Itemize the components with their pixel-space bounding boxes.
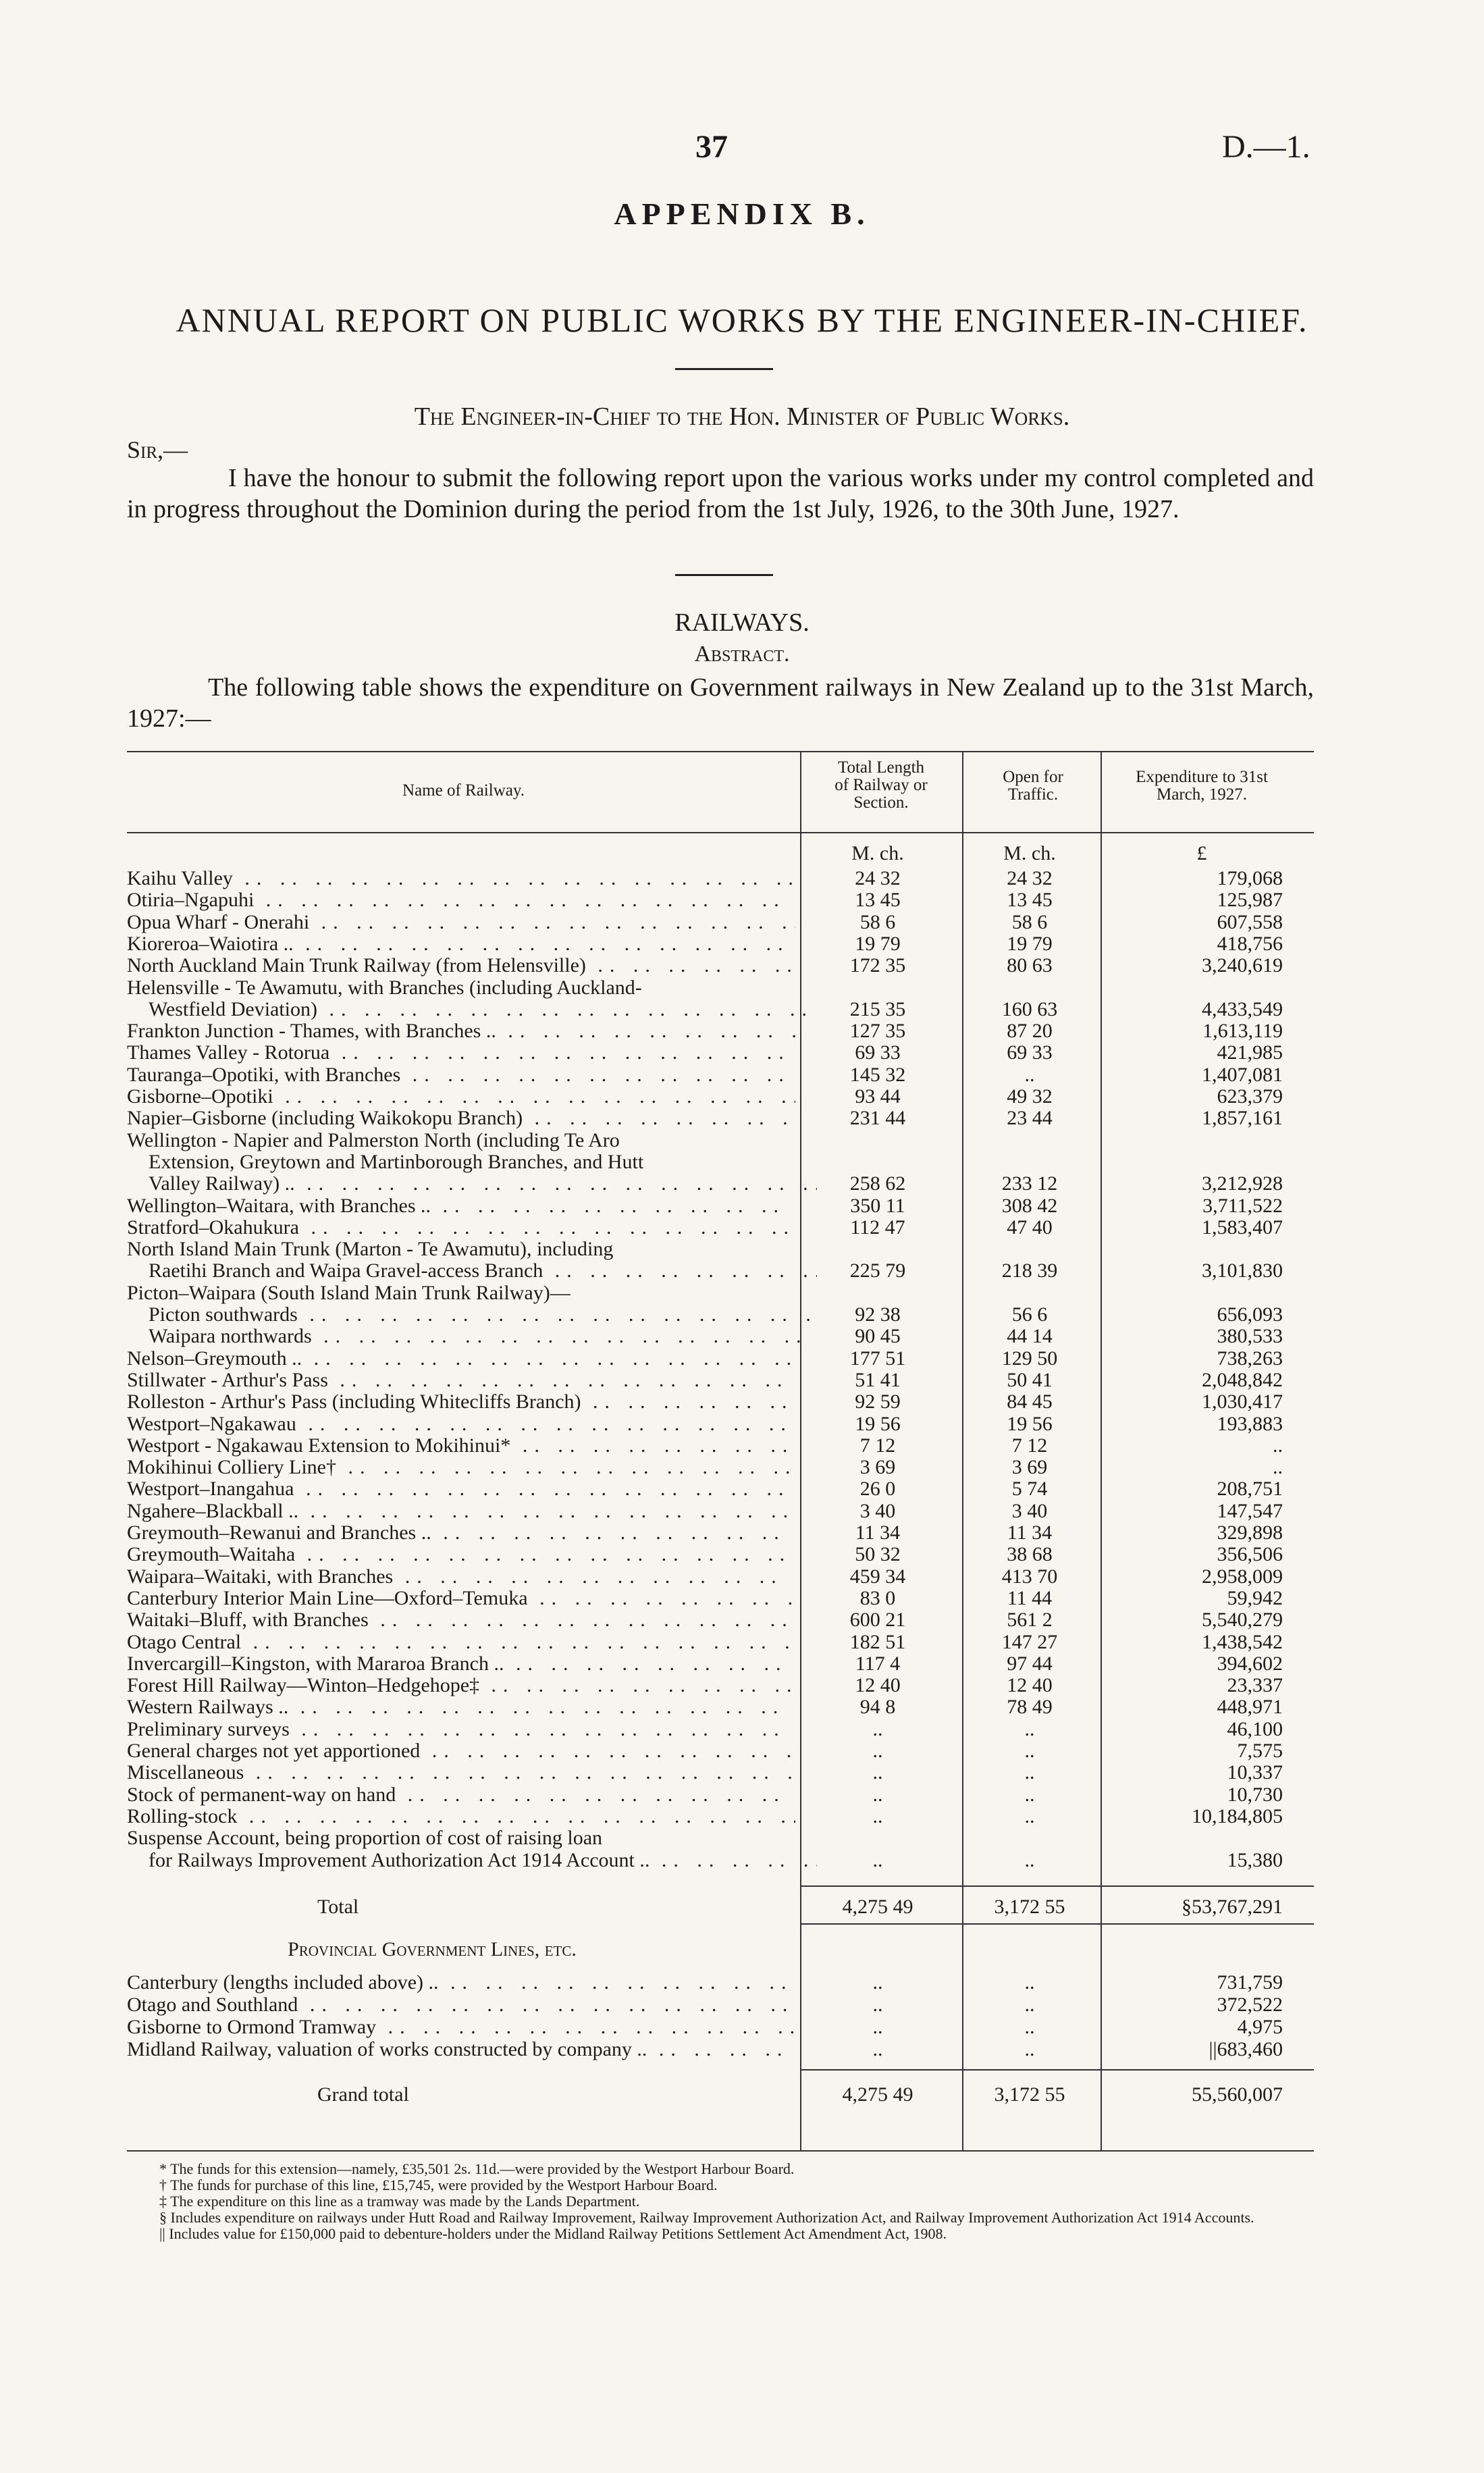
table-row [0,1609,1484,1631]
expenditure-cell: 1,857,161 [1202,1107,1283,1130]
railway-name: Stillwater - Arthur's Pass .. .. [127,1370,795,1391]
open-for-traffic-cell: 87 20 [1007,1020,1053,1043]
open-for-traffic-cell: .. [1024,2016,1035,2038]
table-row [0,1972,1484,1994]
railway-name: Greymouth–Waitaha .. .. [127,1544,795,1565]
grand-total-top-rule [800,2069,1314,2071]
expenditure-cell: 1,030,417 [1202,1390,1283,1413]
title-divider [675,368,773,370]
open-for-traffic-cell: 78 49 [1007,1696,1053,1719]
grand-total-open: 3,172 55 [994,2083,1065,2106]
railway-name: Kaihu Valley .. .. [127,868,795,889]
table-row [0,1740,1484,1762]
provincial-heading: Provincial Government Lines, etc. [288,1938,577,1960]
open-for-traffic-cell: .. [1024,2038,1035,2060]
railway-name: Stock of permanent-way on hand .. .. [127,1784,795,1806]
open-for-traffic-cell: 58 6 [1011,910,1048,933]
table-row [0,868,1484,889]
railway-name: Western Railways .. .. .. [127,1696,795,1718]
railway-name: Ngahere–Blackball .. .. .. [127,1501,795,1522]
expenditure-cell: 193,883 [1217,1412,1283,1435]
total-length-cell: .. [872,1740,883,1762]
open-for-traffic-cell: 23 44 [1007,1107,1053,1130]
total-length-cell: .. [872,1783,883,1806]
header-total-length: Total Length of Railway or Section. [834,758,928,812]
total-length-cell: 19 56 [855,1412,901,1435]
total-length-cell: 3 40 [859,1499,896,1522]
grand-total-length: 4,275 49 [842,2083,913,2106]
total-length-cell: 24 32 [855,867,901,889]
total-length-cell: 19 79 [855,932,901,955]
open-for-traffic-cell: 160 63 [1001,997,1058,1020]
railway-name: Picton southwards .. .. [149,1304,817,1326]
railway-name: Valley Railway) .. .. .. [149,1173,817,1195]
total-length-cell: .. [872,1717,883,1740]
table-row [0,1064,1484,1086]
expenditure-cell: 3,711,522 [1202,1194,1283,1217]
open-for-traffic-cell: 3 40 [1011,1499,1048,1522]
table-row [0,2016,1484,2038]
footnote: ‡ The expenditure on this line as a tramway was made by the Lands Department. [159,2193,640,2210]
table-row [0,1435,1484,1457]
open-for-traffic-cell: 50 41 [1007,1368,1053,1391]
expenditure-cell: 15,380 [1227,1848,1283,1871]
table-row [0,1994,1484,2016]
table-row [0,1653,1484,1675]
total-length-cell: 50 32 [855,1543,901,1566]
total-length-cell: 13 45 [855,889,901,912]
header-expenditure: Expenditure to 31st March, 1927. [1136,768,1268,804]
salutation: Sir,— [127,436,188,463]
railway-name: Preliminary surveys .. .. [127,1719,795,1740]
railway-name: Tauranga–Opotiki, with Branches .. .. [127,1064,795,1086]
total-length-cell: .. [872,1994,883,2016]
open-for-traffic-cell: 80 63 [1007,954,1053,977]
total-length-cell: 112 47 [850,1216,905,1239]
open-for-traffic-cell: 84 45 [1007,1390,1053,1413]
open-for-traffic-cell: .. [1024,1717,1035,1740]
footnote: || Includes value for £150,000 paid to debenture-holders under the Midland Railway Petitions Settlement Act Amendment Act, 1908. [159,2225,947,2242]
footnote: § Includes expenditure on railways under Hutt Road and Railway Improvement, Railway Improvement Authorization Act, and Railway Improvement Authorization Act 1914 Accounts. [159,2209,1254,2226]
open-for-traffic-cell: 11 44 [1007,1586,1053,1609]
expenditure-cell: 179,068 [1217,867,1283,889]
railway-name: Forest Hill Railway—Winton–Hedgehope‡ .. .. [127,1675,795,1696]
expenditure-cell: 329,898 [1217,1521,1283,1544]
total-length-sum: 4,275 49 [842,1896,913,1918]
section-subheading: Abstract. [694,642,790,667]
table-row [0,1457,1484,1478]
footnotes [127,2161,1356,2242]
table-row [0,1566,1484,1588]
expenditure-cell: 380,533 [1217,1325,1283,1348]
total-length-cell: .. [872,2016,883,2038]
expenditure-cell: 418,756 [1217,932,1283,955]
total-length-cell: 94 8 [859,1696,896,1719]
expenditure-cell: 656,093 [1217,1303,1283,1326]
total-length-cell: 182 51 [849,1630,906,1653]
table-row [0,889,1484,911]
railway-name: Miscellaneous .. .. [127,1762,795,1784]
expenditure-cell: 23,337 [1227,1674,1283,1697]
header-name-of-railway: Name of Railway. [402,781,525,800]
total-length-cell: 58 6 [859,910,896,933]
total-open-sum: 3,172 55 [994,1896,1065,1918]
table-row [0,1348,1484,1370]
expenditure-cell: 2,958,009 [1202,1565,1283,1588]
total-length-cell: 12 40 [855,1674,901,1697]
expenditure-cell: 4,433,549 [1202,997,1283,1020]
units-expenditure: £ [1196,842,1207,864]
expenditure-cell: 394,602 [1217,1652,1283,1675]
units-total-length: M. ch. [851,842,904,864]
expenditure-cell: 3,212,928 [1202,1172,1283,1195]
expenditure-cell: 59,942 [1227,1586,1283,1609]
open-for-traffic-cell: 147 27 [1001,1630,1058,1653]
table-row [0,912,1484,933]
expenditure-cell: 623,379 [1217,1085,1283,1108]
table-row [0,1588,1484,1609]
letter-address: The Engineer-in-Chief to the Hon. Minister of Public Works. [414,402,1070,431]
expenditure-cell: 421,985 [1217,1041,1283,1064]
open-for-traffic-cell: 233 12 [1001,1172,1058,1195]
total-length-cell: 26 0 [859,1478,896,1501]
expenditure-cell: 10,337 [1227,1761,1283,1784]
total-length-cell: 83 0 [859,1586,896,1609]
railway-name: Otago Central .. .. [127,1632,795,1653]
total-length-cell: 225 79 [849,1259,906,1282]
expenditure-cell: 1,438,542 [1202,1630,1283,1653]
expenditure-cell: 3,101,830 [1202,1259,1283,1282]
railway-name: Westport–Ngakawau .. .. [127,1413,795,1435]
table-row [0,1478,1484,1500]
table-row [0,1413,1484,1435]
railway-name: Nelson–Greymouth .. .. .. [127,1348,795,1370]
grand-total-label: Grand total [317,2084,409,2106]
railway-name: General charges not yet apportioned .. .. [127,1740,795,1762]
railway-name: Suspense Account, being proportion of cost of raising loan [127,1827,603,1850]
expenditure-cell: 356,506 [1217,1543,1283,1566]
table-row [0,1719,1484,1740]
total-length-cell: .. [872,1761,883,1784]
railway-name: Thames Valley - Rotorua .. .. [127,1042,795,1064]
open-for-traffic-cell: 56 6 [1011,1303,1048,1326]
total-length-cell: 90 45 [855,1325,901,1348]
table-row [0,1260,1484,1282]
total-length-cell: 215 35 [849,997,906,1020]
table-row [0,999,1484,1020]
railway-name: Helensville - Te Awamutu, with Branches (including Auckland- [127,977,642,999]
open-for-traffic-cell: 13 45 [1007,889,1053,912]
total-length-cell: .. [872,2038,883,2060]
expenditure-cell: 10,730 [1227,1783,1283,1806]
railway-name: Picton–Waipara (South Island Main Trunk Railway)— [127,1282,571,1304]
expenditure-cell: 607,558 [1217,910,1283,933]
railway-name: Raetihi Branch and Waipa Gravel-access Branch .. .. [149,1260,817,1282]
expenditure-cell: 738,263 [1217,1347,1283,1370]
railway-name: Otago and Southland .. .. [127,1994,795,2016]
expenditure-cell: 1,613,119 [1202,1020,1283,1043]
railway-name: Westfield Deviation) .. .. [149,999,817,1020]
railway-name: Waipara northwards .. .. [149,1326,817,1347]
letter-divider [675,574,773,576]
table-bottom-rule [127,2150,1314,2152]
total-length-cell: 117 4 [855,1652,901,1675]
table-row [0,1217,1484,1239]
railway-name: Rolleston - Arthur's Pass (including Whitecliffs Branch) .. .. [127,1391,795,1413]
table-intro [127,672,1314,734]
expenditure-cell: 2,048,842 [1202,1368,1283,1391]
table-row [0,1151,1484,1173]
total-length-cell: 3 69 [859,1456,896,1479]
grand-total-row [0,2084,1484,2106]
expenditure-cell: 46,100 [1227,1717,1283,1740]
expenditure-cell: 125,987 [1217,889,1283,912]
table-row [0,1806,1484,1827]
expenditure-cell: 5,540,279 [1202,1609,1283,1632]
table-row [0,1282,1484,1304]
railway-name: Stratford–Okahukura .. .. [127,1217,795,1239]
table-row [0,1370,1484,1391]
table-row [0,1239,1484,1260]
open-for-traffic-cell: 19 56 [1007,1412,1053,1435]
units-row [0,843,1484,864]
table-intro-text: The following table shows the expenditure on Government railways in New Zealand up to the 31st March, 1927:— [127,673,1314,733]
section-heading: RAILWAYS. [674,608,810,637]
table-row [0,1501,1484,1522]
units-open: M. ch. [1003,842,1056,864]
open-for-traffic-cell: .. [1024,1804,1035,1827]
table-top-rule [127,751,1314,752]
expenditure-cell: 147,547 [1217,1499,1283,1522]
table-row [0,1544,1484,1565]
report-title: ANNUAL REPORT ON PUBLIC WORKS BY THE ENGINEER-IN-CHIEF. [176,301,1308,339]
open-for-traffic-cell: 69 33 [1007,1041,1053,1064]
railway-name: Greymouth–Rewanui and Branches .. .. .. [127,1522,795,1544]
railway-name: Napier–Gisborne (including Waikokopu Branch) .. .. [127,1108,795,1129]
total-row [0,1896,1484,1918]
table-row [0,933,1484,955]
footnote: * The funds for this extension—namely, £35,501 2s. 11d.—were provided by the Westport Harbour Board. [159,2160,795,2177]
total-length-cell: 92 59 [855,1390,901,1413]
table-row [0,1173,1484,1195]
total-length-cell: 69 33 [855,1041,901,1064]
total-length-cell: 51 41 [855,1368,901,1391]
table-row [0,1632,1484,1653]
table-row [0,1850,1484,1871]
total-length-cell: 145 32 [849,1063,906,1086]
railway-name: Waipara–Waitaki, with Branches .. .. [127,1566,795,1588]
railway-name: Canterbury (lengths included above) .. .. .. [127,1972,795,1994]
railway-name: Midland Railway, valuation of works constructed by company .. .. .. [127,2039,795,2060]
railway-name: for Railways Improvement Authorization Act 1914 Account .. .. .. [149,1850,817,1871]
table-row [0,1391,1484,1413]
open-for-traffic-cell: 218 39 [1001,1259,1058,1282]
table-row [0,1784,1484,1806]
table-row [0,1326,1484,1347]
railway-name: Frankton Junction - Thames, with Branches .. .. .. [127,1020,795,1042]
expenditure-cell: 3,240,619 [1202,954,1283,977]
table-row [0,1195,1484,1217]
open-for-traffic-cell: 97 44 [1007,1652,1053,1675]
open-for-traffic-cell: 38 68 [1007,1543,1053,1566]
open-for-traffic-cell: 24 32 [1007,867,1053,889]
expenditure-cell: .. [1273,1434,1283,1457]
total-length-cell: 172 35 [849,954,906,977]
total-length-cell: 459 34 [849,1565,906,1588]
table-row [0,977,1484,999]
expenditure-cell: 7,575 [1237,1740,1283,1762]
table-row [0,1108,1484,1129]
table-row [0,1042,1484,1064]
expenditure-cell: 208,751 [1217,1478,1283,1501]
total-length-cell: 11 34 [855,1521,901,1544]
open-for-traffic-cell: .. [1024,1971,1035,1994]
table-row [0,1086,1484,1108]
open-for-traffic-cell: .. [1024,1994,1035,2016]
table-row [0,1020,1484,1042]
expenditure-cell: 1,407,081 [1202,1063,1283,1086]
expenditure-cell: 10,184,805 [1192,1804,1283,1827]
total-length-cell: 127 35 [849,1020,906,1043]
total-length-cell: .. [872,1804,883,1827]
total-bottom-rule [800,1923,1314,1925]
total-length-cell: 350 11 [850,1194,905,1217]
railway-name: Canterbury Interior Main Line—Oxford–Temuka .. .. [127,1588,795,1609]
total-length-cell: 93 44 [855,1085,901,1108]
railway-name: Westport - Ngakawau Extension to Mokihinui* .. .. [127,1435,795,1457]
letter-body-text: I have the honour to submit the following report upon the various works under my control completed and in progress throughout the Dominion during the period from the 1st July, 1926, to the 30th June, 1927. [127,464,1314,523]
table-row [0,1304,1484,1326]
grand-total-expenditure: 55,560,007 [1192,2083,1283,2106]
total-length-cell: 7 12 [859,1434,896,1457]
railway-name: North Island Main Trunk (Marton - Te Awamutu), including [127,1239,614,1261]
appendix-heading: APPENDIX B. [614,197,870,231]
open-for-traffic-cell: 5 74 [1011,1478,1048,1501]
total-length-cell: 92 38 [855,1303,901,1326]
total-label: Total [317,1896,359,1918]
open-for-traffic-cell: 44 14 [1007,1325,1053,1348]
table-row [0,1522,1484,1544]
railway-name: Gisborne–Opotiki .. .. [127,1086,795,1108]
letter-body [127,463,1314,525]
railway-name: Rolling-stock .. .. [127,1806,795,1827]
open-for-traffic-cell: .. [1024,1063,1035,1086]
total-length-cell: 231 44 [849,1107,906,1130]
open-for-traffic-cell: .. [1024,1740,1035,1762]
table-row [0,1827,1484,1849]
railway-name: Waitaki–Bluff, with Branches .. .. [127,1609,795,1631]
railway-name: Opua Wharf - Onerahi .. .. [127,912,795,933]
open-for-traffic-cell: 49 32 [1007,1085,1053,1108]
railway-name: Invercargill–Kingston, with Mararoa Branch .. .. .. [127,1653,795,1675]
total-length-cell: .. [872,1971,883,1994]
expenditure-cell: 4,975 [1237,2016,1283,2038]
footnote: † The funds for purchase of this line, £15,745, were provided by the Westport Harbour Board. [159,2177,718,2193]
railway-name: Extension, Greytown and Martinborough Branches, and Hutt [149,1151,644,1173]
header-bottom-rule [127,832,1314,833]
total-length-cell: 177 51 [849,1347,906,1370]
railway-name: Westport–Inangahua .. .. [127,1478,795,1500]
open-for-traffic-cell: 308 42 [1001,1194,1058,1217]
railway-name: Otiria–Ngapuhi .. .. [127,889,795,911]
open-for-traffic-cell: 19 79 [1007,932,1053,955]
expenditure-cell: 731,759 [1217,1971,1283,1994]
open-for-traffic-cell: 129 50 [1001,1347,1058,1370]
open-for-traffic-cell: 413 70 [1001,1565,1058,1588]
open-for-traffic-cell: 11 34 [1007,1521,1053,1544]
document-reference: D.—1. [1222,129,1310,165]
railway-name: Mokihinui Colliery Line† .. .. [127,1457,795,1478]
open-for-traffic-cell: 3 69 [1011,1456,1048,1479]
open-for-traffic-cell: 47 40 [1007,1216,1053,1239]
expenditure-cell: 448,971 [1217,1696,1283,1719]
total-length-cell: .. [872,1848,883,1871]
table-row [0,955,1484,977]
table-row [0,1696,1484,1718]
total-top-rule [800,1885,1314,1887]
open-for-traffic-cell: 561 2 [1007,1609,1053,1632]
table-row [0,2039,1484,2060]
page-number: 37 [695,129,728,165]
open-for-traffic-cell: .. [1024,1761,1035,1784]
railway-name: Gisborne to Ormond Tramway .. .. [127,2016,795,2038]
header-open-for-traffic: Open for Traffic. [1003,768,1063,804]
open-for-traffic-cell: 7 12 [1011,1434,1048,1457]
table-row [0,1762,1484,1784]
open-for-traffic-cell: .. [1024,1783,1035,1806]
expenditure-cell: 372,522 [1217,1994,1283,2016]
table-row [0,1130,1484,1151]
railway-name: North Auckland Main Trunk Railway (from Helensville) .. .. [127,955,795,977]
total-length-cell: 600 21 [849,1609,906,1632]
total-length-cell: 258 62 [849,1172,906,1195]
railway-name: Kiorerоa–Waiotira .. .. .. [127,933,795,955]
table-row [0,1675,1484,1696]
railway-name: Wellington–Waitara, with Branches .. .. .. [127,1195,795,1217]
railway-name: Wellington - Napier and Palmerston North (including Te Aro [127,1129,620,1151]
total-expenditure-sum: §53,767,291 [1182,1896,1283,1918]
expenditure-cell: ||683,460 [1209,2038,1283,2060]
expenditure-cell: .. [1273,1456,1283,1479]
open-for-traffic-cell: 12 40 [1007,1674,1053,1697]
open-for-traffic-cell: .. [1024,1848,1035,1871]
expenditure-cell: 1,583,407 [1202,1216,1283,1239]
